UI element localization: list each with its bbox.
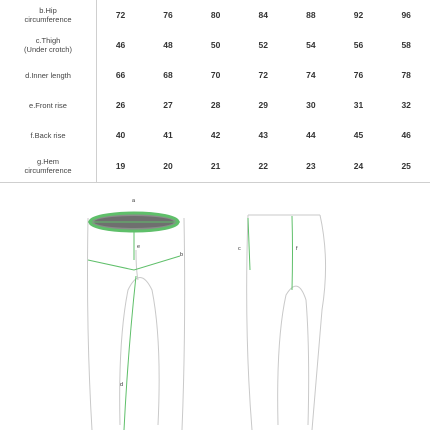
table-cell: 92	[353, 10, 364, 20]
table-cell: 31	[353, 100, 364, 110]
crotch-seam	[136, 250, 138, 280]
table-cell: 29	[258, 100, 268, 110]
table-cell: 30	[306, 100, 316, 110]
label-c: c	[238, 246, 241, 252]
table-cell: 40	[115, 130, 126, 140]
measure-line-c	[248, 218, 250, 270]
table-cell: 20	[144, 150, 192, 183]
row-label-line: b.Hip	[39, 6, 57, 15]
table-cell: 27	[163, 100, 173, 110]
table-row	[0, 150, 430, 183]
table-cell: 42	[210, 130, 221, 140]
table-cell: 45	[353, 130, 364, 140]
row-label-line: (Under crotch)	[24, 45, 72, 54]
table-cell: 72	[258, 70, 268, 80]
table-cell: 88	[306, 10, 316, 20]
table-row	[0, 120, 430, 150]
table-row	[0, 60, 430, 90]
table-cell: 54	[306, 40, 316, 50]
table-cell: 96	[401, 10, 411, 20]
table-cell: 52	[258, 40, 268, 50]
table-cell: 84	[258, 10, 268, 20]
table-cell: 46	[401, 130, 411, 140]
measure-line-d	[124, 276, 136, 430]
table-cell: 28	[210, 100, 221, 110]
table-cell: 22	[239, 150, 287, 183]
row-label-line: c.Thigh	[35, 36, 61, 45]
measure-line-f	[292, 216, 293, 290]
row-label-line: circumference	[24, 15, 72, 24]
front-view-diagram	[88, 198, 185, 430]
table-cell: 19	[97, 150, 145, 183]
row-label	[0, 120, 97, 150]
row-label	[0, 150, 97, 183]
label-a: a	[132, 198, 136, 204]
table-cell: 80	[210, 10, 221, 20]
side-outline	[247, 215, 326, 430]
table-cell: 58	[401, 40, 411, 50]
label-e: e	[137, 244, 141, 250]
table-row	[0, 0, 430, 30]
table-cell: 74	[306, 70, 316, 80]
row-label-line: d.Inner length	[25, 70, 71, 80]
table-cell: 44	[306, 130, 316, 140]
table-cell: 76	[353, 70, 364, 80]
table-cell: 43	[258, 130, 268, 140]
row-label-line: e.Front rise	[29, 100, 67, 110]
table-cell: 70	[210, 70, 221, 80]
table-cell: 68	[163, 70, 173, 80]
table-cell: 66	[115, 70, 126, 80]
label-d: d	[120, 382, 124, 388]
row-label-line: g.Hem	[36, 157, 60, 166]
table-cell: 76	[163, 10, 173, 20]
table-row	[0, 30, 430, 60]
row-label-line: circumference	[24, 166, 72, 175]
table-row	[0, 90, 430, 120]
table-cell: 26	[115, 100, 126, 110]
table-cell: 46	[115, 40, 126, 50]
side-view-diagram	[238, 215, 326, 430]
table-cell: 25	[382, 150, 430, 183]
size-chart-table	[0, 0, 430, 183]
table-cell: 78	[401, 70, 411, 80]
row-label	[0, 0, 97, 30]
row-label	[0, 30, 97, 60]
label-b: b	[180, 252, 184, 258]
table-cell: 23	[287, 150, 335, 183]
table-cell: 50	[210, 40, 221, 50]
table-cell: 32	[401, 100, 411, 110]
table-cell: 21	[192, 150, 240, 183]
row-label	[0, 60, 97, 90]
table-cell: 48	[163, 40, 173, 50]
table-cell: 41	[163, 130, 173, 140]
label-f: f	[296, 246, 298, 252]
table-cell: 56	[353, 40, 364, 50]
row-label	[0, 90, 97, 120]
table-cell: 24	[335, 150, 383, 183]
table-cell: 72	[115, 10, 126, 20]
garment-diagrams	[0, 180, 430, 430]
row-label-line: f.Back rise	[30, 130, 66, 140]
